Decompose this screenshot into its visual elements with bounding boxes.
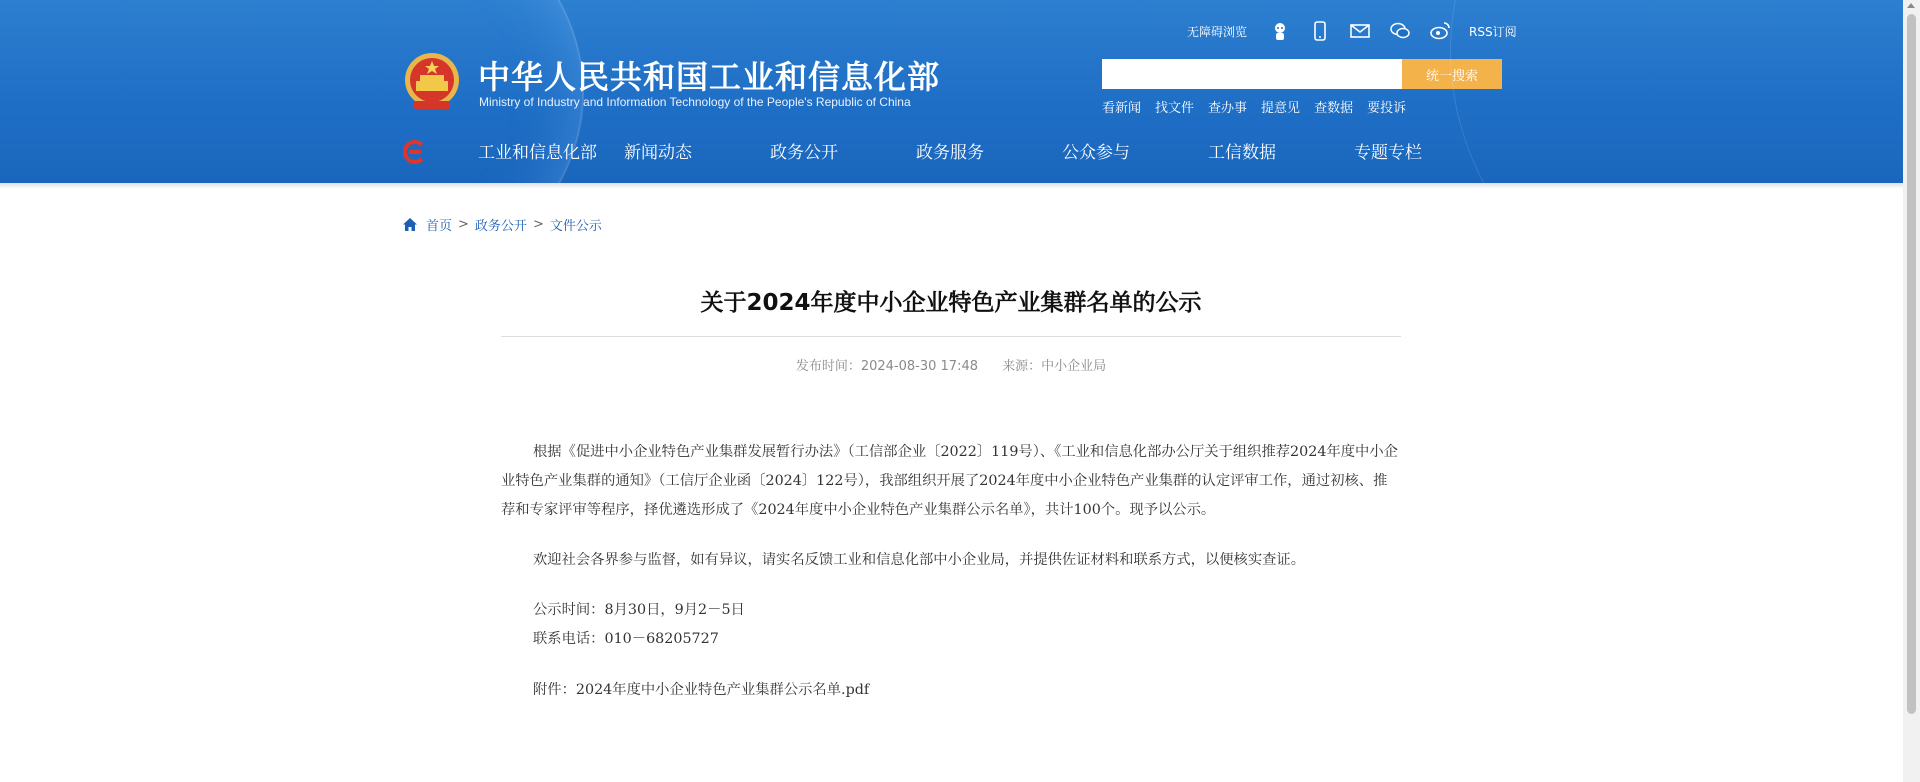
article-title: 关于2024年度中小企业特色产业集群名单的公示: [700, 290, 1202, 316]
publish-time: 发布时间：2024-08-30 17:48: [795, 359, 978, 374]
quick-link-services[interactable]: 查办事: [1208, 101, 1248, 116]
search-button[interactable]: 统一搜索: [1402, 59, 1502, 89]
nav-item-services[interactable]: 政务服务: [916, 143, 984, 163]
national-emblem-logo[interactable]: [402, 51, 462, 113]
page-scrollbar[interactable]: [1903, 0, 1920, 782]
quick-link-complaint[interactable]: 要投诉: [1367, 101, 1407, 116]
breadcrumb-separator: >: [532, 217, 544, 232]
site-subtitle: Ministry of Industry and Information Technology of the People's Republic of China: [479, 95, 911, 109]
breadcrumb: [402, 215, 602, 234]
breadcrumb-file-notice[interactable]: 文件公示: [549, 219, 602, 234]
header-shadow: [0, 183, 1903, 189]
attachment-label: 附件：: [533, 682, 576, 698]
breadcrumb-government-affairs[interactable]: 政务公开: [474, 219, 527, 234]
nav-item-data[interactable]: 工信数据: [1208, 143, 1276, 163]
ministry-e-logo-icon[interactable]: [400, 139, 428, 165]
nav-item-news[interactable]: 新闻动态: [624, 143, 692, 163]
contact-phone: 联系电话：010－68205727: [533, 631, 719, 647]
rss-link[interactable]: [1469, 23, 1517, 40]
article-paragraph: 根据《促进中小企业特色产业集群发展暂行办法》（工信部企业〔2022〕119号）、《工业和信息化部办公厅关于组织推荐2024年度中小企业特色产业集群的通知》（工信厅企业函〔2024〕122号），我部组织开展了2024年度中小企业特色产业集群的认定评审工作，通过初核、推荐和专家评审等程序，择优遴选形成了《2024年度中小企业特色产业集群公示名单》，共计100个。现予以公示。: [501, 444, 1398, 518]
nav-item-topics[interactable]: 专题专栏: [1354, 143, 1422, 163]
rss-label: RSS订阅: [1469, 24, 1517, 39]
scroll-up-arrow-icon[interactable]: [1907, 3, 1915, 8]
article-source: 来源：中小企业局: [1002, 359, 1107, 374]
quick-link-feedback[interactable]: 提意见: [1261, 101, 1301, 116]
accessibility-link[interactable]: 无障碍浏览: [1187, 24, 1248, 39]
mail-icon[interactable]: [1349, 20, 1371, 42]
robot-icon[interactable]: [1269, 20, 1291, 42]
mobile-icon[interactable]: [1309, 20, 1331, 42]
site-title[interactable]: 中华人民共和国工业和信息化部: [478, 58, 941, 96]
article-body: [501, 438, 1401, 705]
top-utility-links: [1187, 18, 1517, 44]
notice-period: 公示时间：8月30日，9月2－5日: [533, 602, 745, 618]
site-header: [0, 0, 1903, 183]
attachment-link[interactable]: 2024年度中小企业特色产业集群公示名单.pdf: [575, 682, 870, 698]
title-divider: [501, 336, 1401, 337]
quick-link-files[interactable]: 找文件: [1155, 101, 1195, 116]
nav-item-participation[interactable]: 公众参与: [1062, 143, 1130, 163]
nav-item-ministry[interactable]: 工业和信息化部: [478, 143, 597, 163]
main-nav: [478, 138, 1500, 163]
home-icon[interactable]: [402, 217, 418, 232]
quick-link-news[interactable]: 看新闻: [1102, 101, 1142, 116]
search-input[interactable]: [1102, 59, 1402, 89]
article-meta: [501, 355, 1401, 374]
breadcrumb-separator: >: [458, 217, 469, 232]
wechat-icon[interactable]: [1389, 20, 1411, 42]
quick-link-data[interactable]: 查数据: [1314, 101, 1354, 116]
breadcrumb-home[interactable]: 首页: [426, 219, 453, 234]
attachment-line: [501, 676, 1401, 705]
quick-links: [1102, 97, 1420, 116]
weibo-icon[interactable]: [1429, 20, 1451, 42]
scrollbar-thumb[interactable]: [1907, 14, 1916, 714]
article-paragraph: 欢迎社会各界参与监督，如有异议，请实名反馈工业和信息化部中小企业局，并提供佐证材料和联系方式，以便核实查证。: [533, 552, 1306, 568]
nav-item-government-affairs[interactable]: 政务公开: [770, 143, 838, 163]
